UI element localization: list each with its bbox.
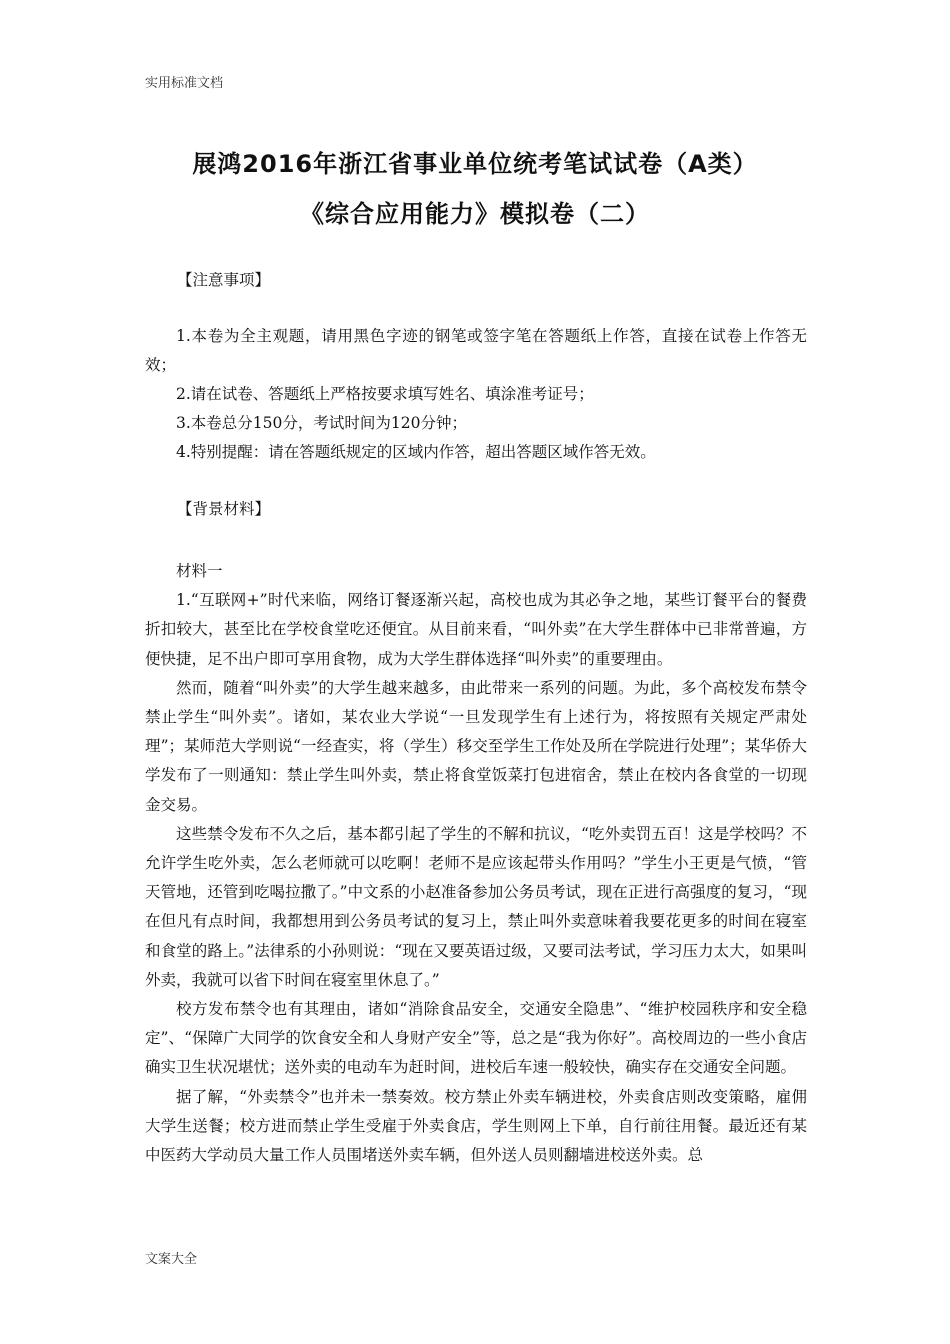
material-paragraph: 校方发布禁令也有其理由，诸如“消除食品安全，交通安全隐患”、“维护校园秩序和安全稳定”、“保障广大同学的饮食安全和人身财产安全”等，总之是“我为你好”。高校周边的一些小食店确实卫生状况堪忧；送外卖的电动车为赶时间，进校后车速一般较快，确实存在交通安全问题。	[145, 1000, 807, 1077]
material-paragraph: 然而，随着“叫外卖”的大学生越来越多，由此带来一系列的问题。为此，多个高校发布禁令禁止学生“叫外卖”。诸如，某农业大学说“一旦发现学生有上述行为，将按照有关规定严肃处理”；某师范大学则说“一经查实，将（学生）移交至学生工作处及所在学院进行处理”；某华侨大学发布了一则通知：禁止学生叫外卖，禁止将食堂饭菜打包进宿舍，禁止在校内各食堂的一切现金交易。	[145, 678, 807, 814]
material-paragraph: 这些禁令发布不久之后，基本都引起了学生的不解和抗议，“吃外卖罚五百！这是学校吗？不允许学生吃外卖，怎么老师就可以吃啊！老师不是应该起带头作用吗？”学生小王更是气愤，“管天管地，还管到吃喝拉撒了。”中文系的小赵准备参加公务员考试，现在正进行高强度的复习，“现在但凡有点时间，我都想用到公务员考试的复习上，禁止叫外卖意味着我要花更多的时间在寝室和食堂的路上。”法律系的小孙则说：“现在又要英语过级，又要司法考试，学习压力太大，如果叫外卖，我就可以省下时间在寝室里休息了。”	[145, 824, 807, 989]
material-paragraph: 据了解，“外卖禁令”也并未一禁奏效。校方禁止外卖车辆进校，外卖食店则改变策略，雇佣大学生送餐；校方进而禁止学生受雇于外卖食店，学生则网上下单，自行前往用餐。最近还有某中医药大学动员大量工作人员围堵送外卖车辆，但外送人员则翻墙进校送外卖。总	[145, 1087, 807, 1165]
notice-heading: 【注意事项】	[177, 271, 271, 289]
document-title: 展鸿2016年浙江省事业单位统考笔试试卷（A类）	[192, 150, 758, 178]
document-subtitle: 《综合应用能力》模拟卷（二）	[300, 200, 650, 228]
notice-item: 1.本卷为全主观题，请用黑色字迹的钢笔或签字笔在答题纸上作答，直接在试卷上作答无效；	[145, 327, 807, 374]
page-header: 实用标准文档	[145, 76, 224, 91]
notice-item: 2.请在试卷、答题纸上严格按要求填写姓名、填涂准考证号；	[176, 385, 594, 403]
background-heading: 【背景材料】	[177, 500, 271, 518]
material-paragraph: 1.“互联网+”时代来临，网络订餐逐渐兴起，高校也成为其必争之地，某些订餐平台的餐费折扣较大，甚至比在学校食堂吃还便宜。从目前来看，“叫外卖”在大学生群体中已非常普遍，方便快捷，足不出户即可享用食物，成为大学生群体选择“叫外卖”的重要理由。	[145, 591, 807, 668]
material-body	[145, 557, 807, 1170]
material-label: 材料一	[176, 562, 223, 580]
notice-item: 4.特别提醒：请在答题纸规定的区域内作答，超出答题区域作答无效。	[176, 443, 656, 461]
notice-item: 3.本卷总分150分，考试时间为120分钟；	[176, 414, 467, 432]
page-footer: 文案大全	[145, 1252, 198, 1267]
notice-list	[145, 322, 807, 467]
